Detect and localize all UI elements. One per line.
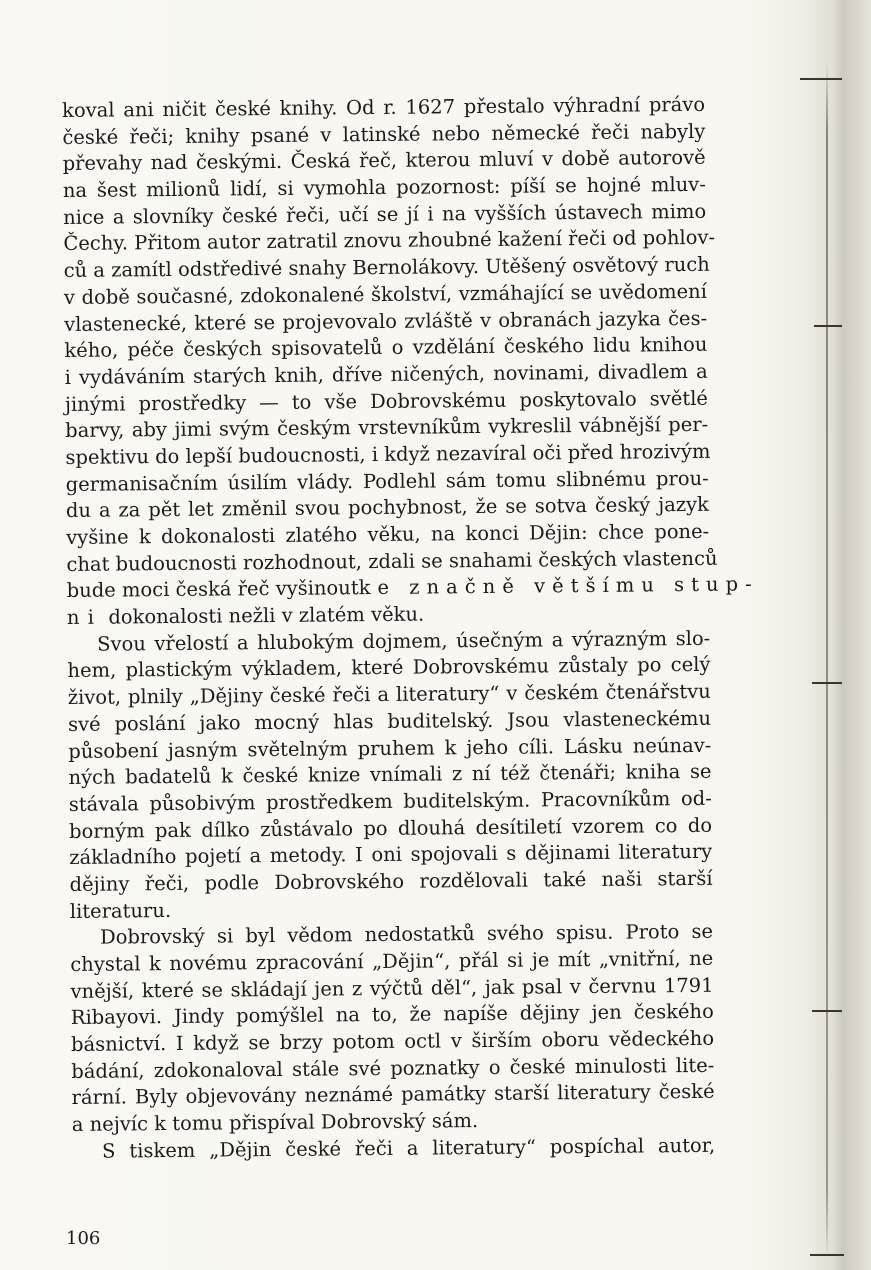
text-line: vyšine k dokonalosti zlatého věku, na konci Dějin: chce pone-: [66, 519, 710, 549]
text-line: ných badatelů k české knize vnímali z ní též čtenáři; kniha se: [68, 759, 712, 790]
text-line: básnictví. I když se brzy potom octl v širším oboru vědeckého: [70, 1026, 715, 1057]
spaced-emphasis: ke značně většímu stup-: [358, 572, 759, 600]
text-line: české řeči; knihy psané v latinské nebo německé řeči nabyly: [62, 119, 706, 149]
text-segment: bude moci česká řeč vyšinout: [66, 576, 359, 603]
text-line: chat budoucnosti rozhodnout, zdali se snahami českých vlastenců: [66, 546, 718, 576]
text-segment: dokonalosti nežli v zlatém věku.: [108, 602, 425, 629]
text-line: jinými prostředky — to vše Dobrovskému poskytovalo světlé: [64, 386, 709, 416]
text-line: Čechy. Přitom autor zatratil znovu zhoubné kažení řeči od pohlov-: [63, 226, 716, 256]
text-line: nice a slovníky české řeči, učí se jí i na vyšších ústavech mimo: [63, 199, 707, 229]
text-line: rární. Byly objevovány neznámé památky starší literatury české: [71, 1080, 715, 1110]
binding-mark: [810, 1254, 844, 1256]
binding-mark: [814, 325, 842, 327]
text-line: a nejvíc k tomu přispíval Dobrovský sám.: [71, 1109, 479, 1137]
text-line: ců a zamítl odstředivé snahy Bernolákovy. Utěšený osvětový ruch: [63, 252, 710, 283]
binding-edge: [826, 60, 828, 1260]
text-line: hem, plastickým výkladem, které Dobrovskému zůstaly po celý: [67, 653, 711, 683]
binding-mark: [800, 78, 842, 80]
text-line: i vydáváním starých knih, dříve ničených, novinami, divadlem a: [64, 359, 708, 389]
text-line: základního pojetí a metody. I oni spojovali s dějinami literatury: [69, 840, 713, 870]
text-line: kého, péče českých spisovatelů o vzdělání českého lidu knihou: [64, 333, 708, 363]
text-line: chystal k novému zpracování „Dějin“, přál si je mít „vnitřní, ne: [70, 946, 714, 976]
text-line: S tiskem „Dějin české řeči a literatury“ pospíchal autor,: [101, 1133, 716, 1163]
text-line: dějiny řeči, podle Dobrovského rozdělovali také naši starší: [69, 866, 713, 896]
text-line: bádání, zdokonaloval stále své poznatky o české minulosti lite-: [71, 1053, 715, 1083]
text-line: stávala působivým prostředkem buditelským. Pracovníkům od-: [68, 786, 712, 816]
spaced-emphasis: ni: [66, 605, 103, 630]
book-spine-shadow: [800, 0, 871, 1270]
body-text: [62, 92, 759, 1166]
text-line: borným pak dílko zůstávalo po dlouhá desítiletí vzorem co do: [68, 813, 713, 843]
text-line: v době současné, zdokonalené školství, vzmáhající se uvědomení: [63, 279, 707, 309]
text-line: vlastenecké, které se projevovalo zvláště v obranách jazyka čes-: [64, 306, 708, 336]
text-line: literaturu.: [69, 898, 172, 923]
text-line: spektivu do lepší budoucnosti, i když nezavíral oči před hrozivým: [65, 439, 711, 469]
text-line: převahy nad českými. Česká řeč, kterou mluví v době autorově: [62, 146, 706, 176]
text-line: Dobrovský si byl vědom nedostatků svého spisu. Proto se: [99, 920, 714, 949]
text-line: vnější, které se skládají jen z výčtů děl“, jak psal v červnu 1791: [70, 973, 714, 1003]
text-line: Svou vřelostí a hlubokým dojmem, úsečným a výrazným slo-: [97, 626, 711, 656]
text-line: Ribayovi. Jindy pomýšlel na to, že napíše dějiny jen českého: [70, 1000, 714, 1030]
text-line: koval ani ničit české knihy. Od r. 1627 přestalo výhradní právo: [62, 92, 706, 122]
text-line: život, plnily „Dějiny české řeči a literatury“ v českém čtenářstvu: [67, 679, 711, 710]
page-number: 106: [66, 1228, 101, 1249]
text-line: své poslání jako mocný hlas buditelský. Jsou vlasteneckému: [67, 706, 712, 736]
text-line: du a za pět let změnil svou pochybnost, že se sotva český jazyk: [65, 493, 710, 523]
text-line: na šest milionů lidí, si vymohla pozornost: píší se hojné mluv-: [62, 172, 706, 203]
binding-mark: [812, 682, 842, 684]
text-line: barvy, aby jimi svým českým vrstevníkům vykreslil vábnější per-: [65, 413, 709, 443]
text-line: působení jasným světelným pruhem k jeho cíli. Lásku neúnav-: [68, 733, 712, 763]
text-line: germanisačním úsilím vlády. Podlehl sám tomu slibnému prou-: [65, 466, 709, 496]
binding-mark: [812, 1010, 842, 1012]
